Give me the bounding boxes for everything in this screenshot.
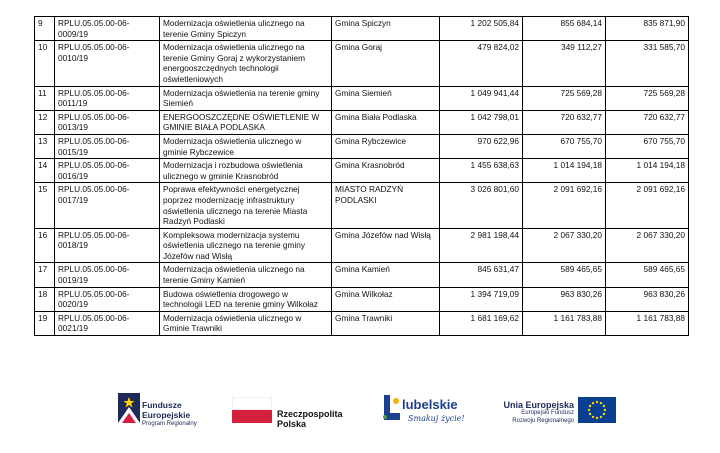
fe-emblem-icon bbox=[118, 393, 140, 423]
row-number: 15 bbox=[35, 183, 55, 228]
total-value: 845 631,47 bbox=[440, 263, 523, 287]
lubelskie-slogan: Smakuj życie! bbox=[408, 414, 465, 423]
ue-line1: Unia Europejska bbox=[503, 400, 574, 410]
beneficiary: Gmina Siemień bbox=[332, 86, 440, 110]
project-code: RPLU.05.05.00-06-0020/19 bbox=[55, 287, 160, 311]
unia-europejska-logo bbox=[494, 395, 619, 429]
ue-line3: Rozwoju Regionalnego bbox=[512, 417, 574, 424]
project-title: Kompleksowa modernizacja systemu oświetlenia ulicznego na terenie gminy Józefów nad Wisłą bbox=[160, 228, 332, 263]
fundusze-europejskie-logo bbox=[118, 393, 228, 429]
polish-flag-icon bbox=[232, 397, 272, 423]
eligible-cost: 589 465,65 bbox=[523, 263, 606, 287]
eu-flag-icon bbox=[578, 397, 616, 423]
row-number: 13 bbox=[35, 134, 55, 158]
eligible-cost: 670 755,70 bbox=[523, 134, 606, 158]
project-code: RPLU.05.05.00-06-0009/19 bbox=[55, 17, 160, 41]
eligible-cost: 963 830,26 bbox=[523, 287, 606, 311]
rp-line1: Rzeczpospolita bbox=[277, 409, 343, 419]
total-value: 1 042 798,01 bbox=[440, 110, 523, 134]
rzeczpospolita-polska-logo bbox=[232, 397, 357, 427]
cofinancing-amount: 2 091 692,16 bbox=[606, 183, 689, 228]
cofinancing-amount: 720 632,77 bbox=[606, 110, 689, 134]
project-title: Modernizacja i rozbudowa oświetlenia ulicznego w gminie Krasnobród bbox=[160, 159, 332, 183]
eligible-cost: 2 091 692,16 bbox=[523, 183, 606, 228]
project-code: RPLU.05.05.00-06-0011/19 bbox=[55, 86, 160, 110]
eligible-cost: 725 569,28 bbox=[523, 86, 606, 110]
beneficiary: Gmina Rybczewice bbox=[332, 134, 440, 158]
eu-star-icon bbox=[588, 409, 590, 411]
project-code: RPLU.05.05.00-06-0021/19 bbox=[55, 311, 160, 335]
eu-star-icon bbox=[603, 413, 605, 415]
eligible-cost: 1 161 783,88 bbox=[523, 311, 606, 335]
cofinancing-amount: 589 465,65 bbox=[606, 263, 689, 287]
eligible-cost: 720 632,77 bbox=[523, 110, 606, 134]
beneficiary: Gmina Kamień bbox=[332, 263, 440, 287]
eu-star-icon bbox=[589, 413, 591, 415]
eu-star-icon bbox=[600, 416, 602, 418]
cofinancing-amount: 725 569,28 bbox=[606, 86, 689, 110]
table-row bbox=[35, 263, 689, 287]
fe-line3: Program Regionalny bbox=[142, 421, 197, 427]
beneficiary: Gmina Krasnobród bbox=[332, 159, 440, 183]
beneficiary: Gmina Goraj bbox=[332, 41, 440, 86]
total-value: 1 681 169,62 bbox=[440, 311, 523, 335]
project-code: RPLU.05.05.00-06-0016/19 bbox=[55, 159, 160, 183]
eligible-cost: 855 684,14 bbox=[523, 17, 606, 41]
project-title: Modernizacja oświetlenia ulicznego na terenie Gminy Goraj z wykorzystaniem energooszczędnych technologii oświetleniowych bbox=[160, 41, 332, 86]
row-number: 17 bbox=[35, 263, 55, 287]
row-number: 18 bbox=[35, 287, 55, 311]
cofinancing-amount: 670 755,70 bbox=[606, 134, 689, 158]
table-row bbox=[35, 41, 689, 86]
row-number: 16 bbox=[35, 228, 55, 263]
project-title: Modernizacja oświetlenia ulicznego w Gminie Trawniki bbox=[160, 311, 332, 335]
total-value: 3 026 801,60 bbox=[440, 183, 523, 228]
projects-table bbox=[34, 16, 689, 336]
project-title: Poprawa efektywności energetycznej poprzez modernizację infrastruktury oświetlenia ulicznego na terenie Miasta Radzyń Podlaski bbox=[160, 183, 332, 228]
cofinancing-amount: 1 161 783,88 bbox=[606, 311, 689, 335]
lubelskie-mark-icon bbox=[380, 393, 402, 423]
logo-bar bbox=[0, 385, 720, 445]
beneficiary: Gmina Wilkołaz bbox=[332, 287, 440, 311]
project-code: RPLU.05.05.00-06-0018/19 bbox=[55, 228, 160, 263]
total-value: 1 394 719,09 bbox=[440, 287, 523, 311]
table-row bbox=[35, 17, 689, 41]
cofinancing-amount: 1 014 194,18 bbox=[606, 159, 689, 183]
eu-star-icon bbox=[592, 416, 594, 418]
beneficiary: MIASTO RADZYŃ PODLASKI bbox=[332, 183, 440, 228]
project-title: Modernizacja oświetlenia ulicznego na terenie Gminy Kamień bbox=[160, 263, 332, 287]
rp-line2: Polska bbox=[277, 419, 307, 429]
eu-star-icon bbox=[603, 405, 605, 407]
total-value: 1 049 941,44 bbox=[440, 86, 523, 110]
eligible-cost: 2 067 330,20 bbox=[523, 228, 606, 263]
table-row bbox=[35, 183, 689, 228]
project-code: RPLU.05.05.00-06-0010/19 bbox=[55, 41, 160, 86]
fe-line1: Fundusze bbox=[142, 400, 182, 410]
eu-star-icon bbox=[596, 417, 598, 419]
row-number: 12 bbox=[35, 110, 55, 134]
beneficiary: Gmina Józefów nad Wisłą bbox=[332, 228, 440, 263]
row-number: 10 bbox=[35, 41, 55, 86]
projects-table-body bbox=[35, 17, 689, 336]
row-number: 19 bbox=[35, 311, 55, 335]
project-title: Modernizacja oświetlenia ulicznego na terenie Gminy Spiczyn bbox=[160, 17, 332, 41]
beneficiary: Gmina Spiczyn bbox=[332, 17, 440, 41]
total-value: 479 824,02 bbox=[440, 41, 523, 86]
table-row bbox=[35, 287, 689, 311]
total-value: 1 455 638,63 bbox=[440, 159, 523, 183]
eu-star-icon bbox=[604, 409, 606, 411]
row-number: 9 bbox=[35, 17, 55, 41]
beneficiary: Gmina Trawniki bbox=[332, 311, 440, 335]
project-title: Budowa oświetlenia drogowego w technologii LED na terenie gminy Wilkołaz bbox=[160, 287, 332, 311]
eu-star-icon bbox=[589, 405, 591, 407]
eligible-cost: 1 014 194,18 bbox=[523, 159, 606, 183]
cofinancing-amount: 2 067 330,20 bbox=[606, 228, 689, 263]
lubelskie-logo bbox=[380, 393, 475, 429]
eu-star-icon bbox=[592, 402, 594, 404]
project-title: Modernizacja oświetlenia ulicznego w gminie Rybczewice bbox=[160, 134, 332, 158]
total-value: 2 981 198,44 bbox=[440, 228, 523, 263]
total-value: 970 622,96 bbox=[440, 134, 523, 158]
total-value: 1 202 505,84 bbox=[440, 17, 523, 41]
lubelskie-name: lubelskie bbox=[402, 397, 458, 412]
project-code: RPLU.05.05.00-06-0013/19 bbox=[55, 110, 160, 134]
beneficiary: Gmina Biała Podlaska bbox=[332, 110, 440, 134]
cofinancing-amount: 331 585,70 bbox=[606, 41, 689, 86]
table-row bbox=[35, 311, 689, 335]
row-number: 14 bbox=[35, 159, 55, 183]
eu-star-icon bbox=[596, 401, 598, 403]
project-title: ENERGOOSZCZĘDNE OŚWIETLENIE W GMINIE BIAŁA PODLASKA bbox=[160, 110, 332, 134]
project-code: RPLU.05.05.00-06-0015/19 bbox=[55, 134, 160, 158]
project-code: RPLU.05.05.00-06-0017/19 bbox=[55, 183, 160, 228]
eu-star-icon bbox=[600, 402, 602, 404]
table-row bbox=[35, 228, 689, 263]
table-row bbox=[35, 134, 689, 158]
ue-line2: Europejski Fundusz bbox=[521, 410, 574, 416]
table-row bbox=[35, 159, 689, 183]
cofinancing-amount: 963 830,26 bbox=[606, 287, 689, 311]
project-title: Modernizacja oświetlenia na terenie gminy Siemień bbox=[160, 86, 332, 110]
eligible-cost: 349 112,27 bbox=[523, 41, 606, 86]
cofinancing-amount: 835 871,90 bbox=[606, 17, 689, 41]
project-code: RPLU.05.05.00-06-0019/19 bbox=[55, 263, 160, 287]
fe-line2: Europejskie bbox=[142, 409, 191, 420]
table-row bbox=[35, 110, 689, 134]
row-number: 11 bbox=[35, 86, 55, 110]
table-row bbox=[35, 86, 689, 110]
